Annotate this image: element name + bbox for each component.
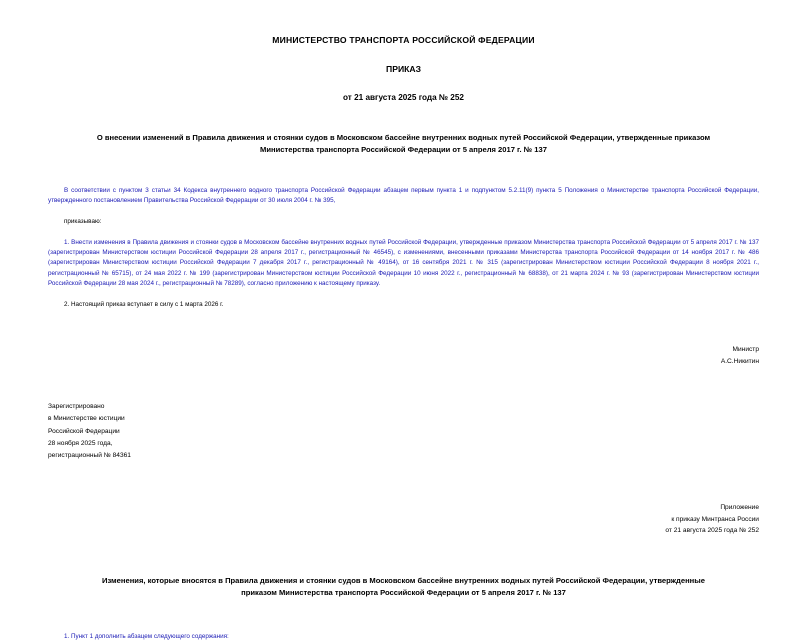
- document-title-line2: Министерства транспорта Российской Федерации от 5 апреля 2017 г. № 137: [260, 144, 547, 154]
- changes-item-1: [48, 633, 759, 640]
- document-body: [48, 186, 759, 311]
- changes-title-line1: Изменения, которые вносятся в Правила движения и стоянки судов в Московском бассейне внутренних водных путей Российской Федерации, утвержденные: [102, 575, 705, 585]
- document-date: от 21 августа 2025 года № 252: [343, 93, 464, 102]
- order-item-2: [48, 300, 759, 310]
- registration-line-1: Зарегистрировано: [48, 403, 105, 411]
- preamble-text[interactable]: В соответствии с пунктом 3 статьи 34 Кодекса внутреннего водного транспорта Российской Федерации абзацем первым пункта 1 и подпунктом 5.2.11(9) пункта 5 Положения о Министерстве транспорта Российской Федерации, утвержденного постановлением Правительства Российской Федерации от 30 июля 2004 г. № 395,: [48, 186, 759, 204]
- registration-line-2: в Министерстве юстиции: [48, 415, 125, 423]
- registration-block: [48, 401, 759, 462]
- order-word: приказываю:: [64, 217, 102, 225]
- order-item-1: [48, 238, 759, 289]
- registration-line-5: регистрационный № 84361: [48, 452, 131, 460]
- signature-block: [48, 344, 759, 367]
- signer-name: А.С.Никитин: [720, 357, 759, 365]
- order-word-paragraph: [48, 217, 759, 227]
- document-type-heading: ПРИКАЗ: [386, 64, 421, 74]
- changes-item-1-text[interactable]: 1. Пункт 1 дополнить абзацем следующего содержания:: [64, 633, 229, 640]
- changes-title: [48, 575, 759, 599]
- order-item-2-text: 2. Настоящий приказ вступает в силу с 1 марта 2026 г.: [64, 301, 224, 309]
- document-title-line1: О внесении изменений в Правила движения и стоянки судов в Московском бассейне внутренних водных путей Российской Федерации, утвержденные приказом: [96, 133, 711, 142]
- appendix-line-1: Приложение: [720, 504, 759, 512]
- appendix-reference-block: [48, 502, 759, 537]
- registration-line-4: 28 ноября 2025 года,: [48, 439, 113, 447]
- document-title: [48, 132, 759, 156]
- appendix-line-2: к приказу Минтранса России: [671, 515, 759, 523]
- preamble-paragraph: [48, 186, 759, 206]
- changes-title-line2: приказом Министерства транспорта Российской Федерации от 5 апреля 2017 г. № 137: [241, 587, 566, 597]
- signer-title: Министр: [732, 346, 759, 354]
- ministry-heading: МИНИСТЕРСТВО ТРАНСПОРТА РОССИЙСКОЙ ФЕДЕРАЦИИ: [272, 35, 535, 45]
- registration-line-3: Российской Федерации: [48, 427, 120, 435]
- appendix-line-3: от 21 августа 2025 года № 252: [665, 527, 759, 535]
- order-item-1-text[interactable]: 1. Внести изменения в Правила движения и стоянки судов в Московском бассейне внутренних водных путей Российской Федерации, утвержденные приказом Министерства транспорта Российской Федерации от 5 апреля 2017 г. № 137 (зарегистрирован Министерством юстиции Российской Федерации 28 апреля 2017 г., регистрационный № 46545), с изменениями, внесенными приказами Министерства транспорта Российской Федерации от 14 ноября 2017 г. № 486 (зарегистрирован Министерством юстиции Российской Федерации 7 декабря 2017 г., регистрационный № 49164), от 16 сентября 2021 г. № 315 (зарегистрирован Министерством юстиции Российской Федерации 8 ноября 2021 г., регистрационный № 65715), от 24 мая 2022 г. № 199 (зарегистрирован Министерством юстиции Российской Федерации 10 июня 2022 г., регистрационный № 68838), от 21 марта 2024 г. № 93 (зарегистрирован Министерством юстиции Российской Федерации 28 мая 2024 г., регистрационный № 78289), согласно приложению к настоящему приказу.: [48, 239, 759, 287]
